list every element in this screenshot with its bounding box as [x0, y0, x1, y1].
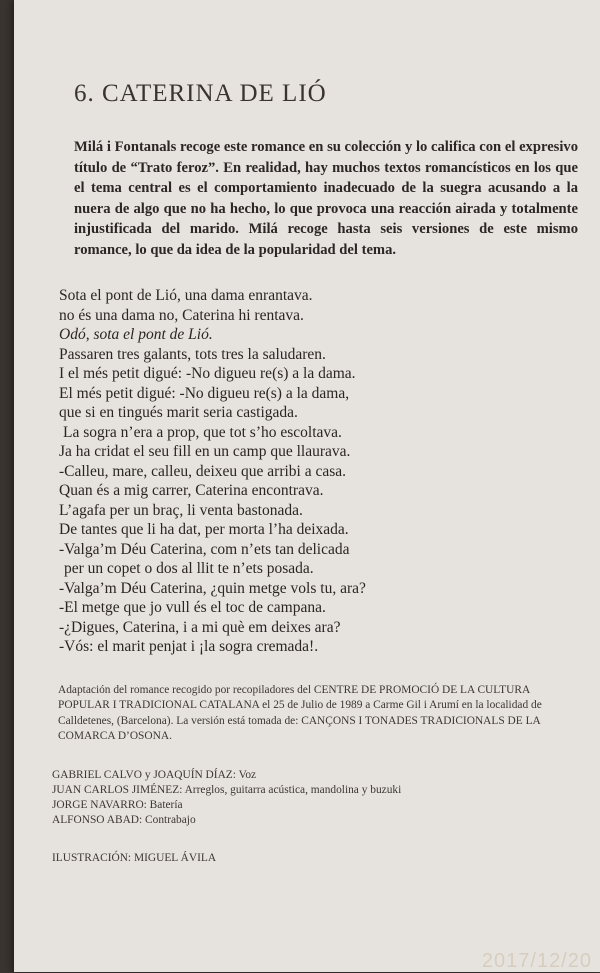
poem-line: Ja ha cridat el seu fill en un camp que llaurava. — [59, 443, 351, 460]
poem-line: I el més petit digué: -No digueu re(s) a la dama. — [59, 365, 356, 382]
credit-line: ALFONSO ABAD: Contrabajo — [52, 814, 196, 826]
credit-line: GABRIEL CALVO y JOAQUÍN DÍAZ: Voz — [52, 769, 257, 781]
poem-line: La sogra n’era a prop, que tot s’ho escoltava. — [63, 423, 342, 441]
poem-line: -Vós: el marit penjat i ¡la sogra cremada!. — [59, 638, 319, 655]
credits-list — [52, 768, 572, 828]
poem-line: Passaren tres galants, tots tres la saludaren. — [59, 345, 326, 363]
poem-line: Quan és a mig carrer, Caterina encontrava. — [59, 482, 324, 499]
poem-line: -Valga’m Déu Caterina, ¿quin metge vols tu, ara? — [59, 579, 366, 597]
poem-line: L’agafa per un braç, li venta bastonada. — [59, 501, 303, 519]
credit-line: JUAN CARLOS JIMÉNEZ: Arreglos, guitarra acústica, mandolina y buzuki — [52, 784, 402, 796]
poem-line: -El metge que jo vull és el toc de campana. — [59, 599, 326, 616]
poem-line: Sota el pont de Lió, una dama enrantava. — [59, 287, 313, 304]
photo-date-stamp: 2017/12/20 — [481, 950, 592, 972]
poem-line: que si en tingués marit seria castigada. — [59, 404, 298, 421]
poem-line: no és una dama no, Caterina hi rentava. — [59, 306, 304, 324]
credit-line: JORGE NAVARRO: Batería — [52, 799, 183, 811]
poem-line: per un copet o dos al llit te n’ets posada. — [64, 560, 314, 577]
poem-lyrics — [59, 286, 579, 657]
page-title: 6. CATERINA DE LIÓ — [74, 80, 327, 107]
poem-line: -Calleu, mare, calleu, deixeu que arribi a casa. — [59, 462, 347, 480]
booklet-page — [14, 0, 600, 972]
poem-line: De tantes que li ha dat, per morta l’ha deixada. — [59, 521, 349, 538]
poem-line: -¿Digues, Caterina, i a mi què em deixes ara? — [59, 618, 341, 636]
illustration-credit: ILUSTRACIÓN: MIGUEL ÁVILA — [52, 852, 217, 864]
intro-paragraph: Milá i Fontanals recoge este romance en su colección y lo califica con el expresivo título de “Trato feroz”. En realidad, hay muchos textos romancísticos en los que el tema central es el comportamiento inadecuado de la suegra acusando a la nuera de algo que no ha hecho, lo que provoca una reacción airada y totalmente injustificada del marido. Milá recoge hasta seis versiones de este mismo romance, lo que da idea de la popularidad del tema. — [74, 139, 578, 258]
poem-line: El més petit digué: -No digueu re(s) a la dama, — [59, 384, 350, 402]
poem-refrain: Odó, sota el pont de Lió. — [59, 326, 213, 343]
poem-line: -Valga’m Déu Caterina, com n’ets tan delicada — [59, 540, 350, 558]
adaptation-note: Adaptación del romance recogido por recopiladores del CENTRE DE PROMOCIÓ DE LA CULTURA POPULAR I TRADICIONAL CATALANA el 25 de Julio de 1989 a Carme Gil i Arumí en la localidad de Calldetenes, (Barcelona). La versión está tomada de: CANÇONS I TONADES TRADICIONALS DE LA COMARCA D’OSONA. — [58, 684, 542, 743]
